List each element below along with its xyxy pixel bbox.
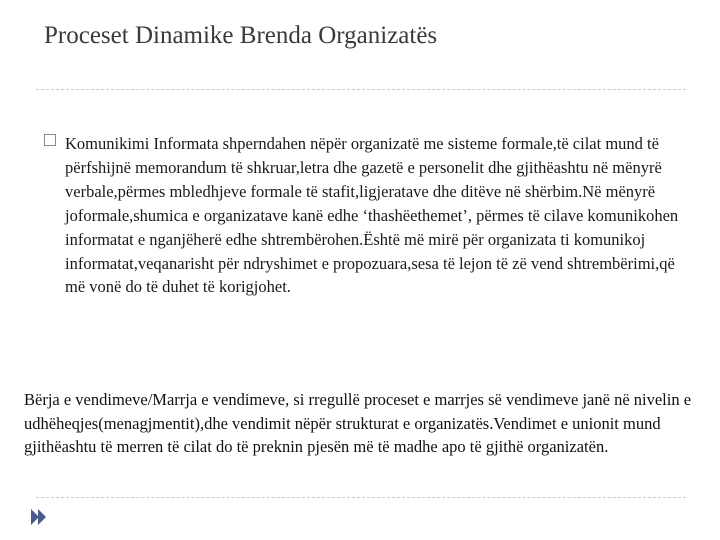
bullet-text: Komunikimi Informata shperndahen nëpër organizatë me sisteme formale,të cilat mund të përfshijnë memorandum të shkruar,letra dhe gazetë e personelit dhe gjithëashtu në mënyrë verbale,përmes mbledhjeve formale të stafit,ligjeratave dhe ditëve në shërbim.Në mënyrë joformale,shumica e organizatave kanë edhe ‘thashëethemet’, përmes të cilave komunikohen informatat e nganjëherë edhe shtrembërohen.Është më mirë për organizata ti komunikoj informatat,veqanarisht për ndryshimet e propozuara,sesa të lejon të zë vend shtrembërimi,që më vonë do të duhet të korigjohet.: [65, 134, 679, 297]
title-divider: [36, 89, 686, 90]
hollow-square-bullet-icon: [44, 134, 56, 146]
double-chevron-right-icon[interactable]: [29, 508, 49, 526]
slide-title: Proceset Dinamike Brenda Organizatës: [44, 22, 438, 49]
footer-divider: [36, 497, 686, 498]
decision-making-paragraph: Bërja e vendimeve/Marrja e vendimeve, si rregullë proceset e marrjes së vendimeve janë në nivelin e udhëheqjes(menagjmentit),dhe vendimit nëpër strukturat e organizatës.Vendimet e unionit mund gjithëashtu të merren të cilat do të preknin pjesën më të madhe apo të gjithë organizatën.: [24, 390, 692, 456]
